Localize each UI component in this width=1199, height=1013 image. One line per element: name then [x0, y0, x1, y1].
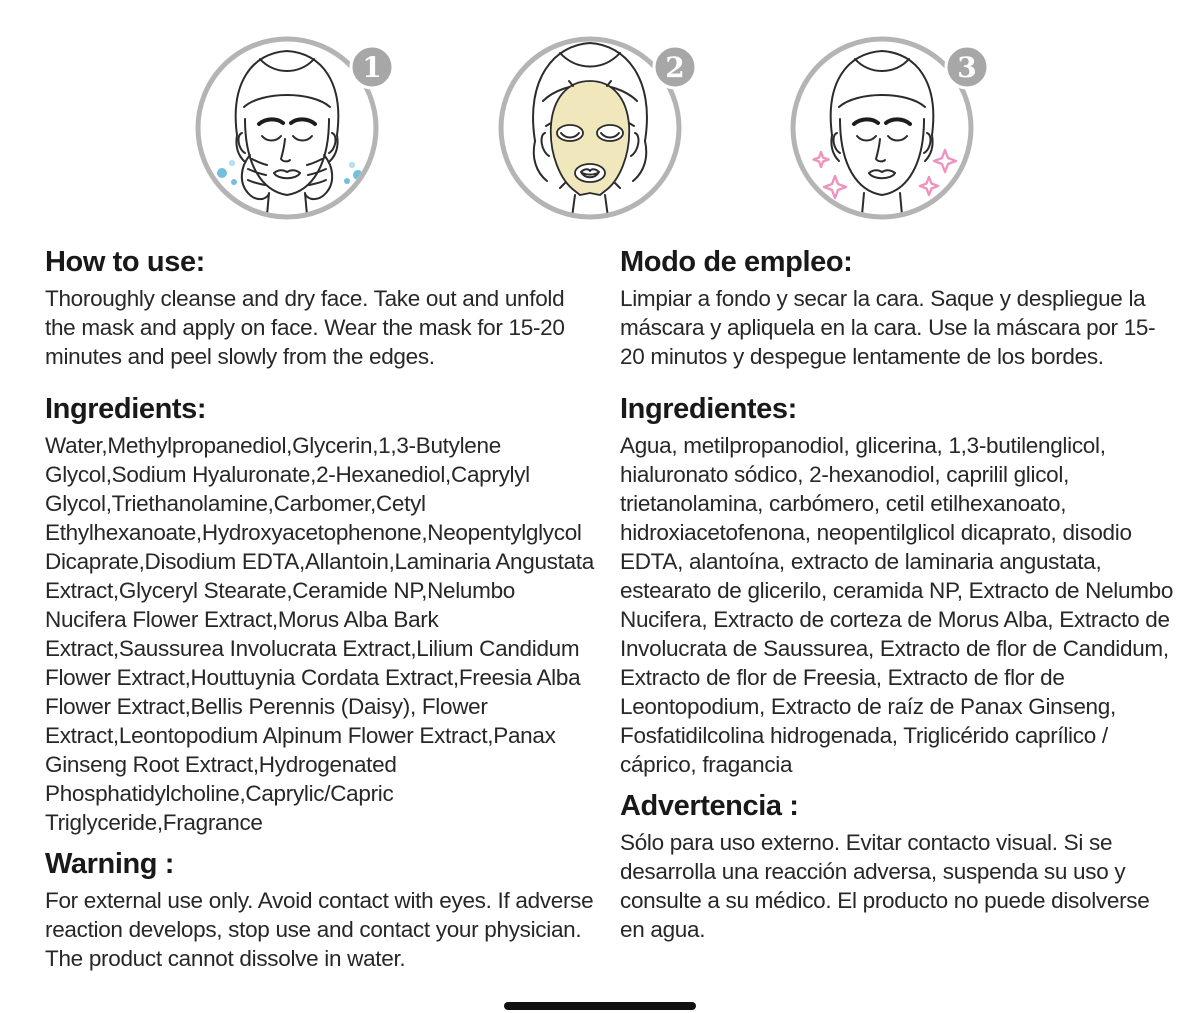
step-circle	[793, 39, 971, 217]
warning-body-es: Sólo para uso externo. Evitar contacto visual. Si se desarrolla una reacción adversa, suspenda su uso y consulte a su médico. El producto no puede disolverse en agua.	[620, 830, 1150, 942]
home-indicator-bar	[504, 1002, 696, 1010]
ingredients-body-en: Water,Methylpropanediol,Glycerin,1,3-Butylene Glycol,Sodium Hyaluronate,2-Hexanediol,Caprylyl Glycol,Triethanolamine,Carbomer,Cetyl Ethylhexanoate,Hydroxyacetophenone,Neopentylglycol Dicaprate,Disodium EDTA,Allantoin,Laminaria Angustata Extract,Glyceryl Stearate,Ceramide NP,Nelumbo Nucifera Flower Extract,Morus Alba Bark Extract,Saussurea Involucrata Extract,Lilium Candidum Flower Extract,Houttuynia Cordata Extract,Freesia Alba Flower Extract,Bellis Perennis (Daisy), Flower Extract,Leontopodium Alpinum Flower Extract,Panax Ginseng Root Extract,Hydrogenated Phosphatidylcholine,Caprylic/Capric Triglyceride,Fragrance	[45, 433, 594, 835]
ingredients-section-en	[45, 392, 595, 837]
english-column	[45, 245, 595, 973]
how-to-use-section-en	[45, 245, 595, 371]
ingredients-section-es	[620, 392, 1177, 779]
warning-section-es	[620, 789, 1177, 944]
step-number: 3	[957, 51, 977, 84]
step-1-illustration	[182, 23, 422, 233]
step-2-illustration	[485, 23, 725, 233]
how-to-use-body-en: Thoroughly cleanse and dry face. Take out and unfold the mask and apply on face. Wear the mask for 15-20 minutes and peel slowly from the edges.	[45, 286, 565, 369]
cleanse-face-icon	[182, 23, 422, 233]
how-to-use-body-es: Limpiar a fondo y secar la cara. Saque y despliegue la máscara y apliquela en la cara. Use la máscara por 15-20 minutos y despegue lentamente de los bordes.	[620, 286, 1156, 369]
how-to-use-heading-en: How to use:	[45, 246, 205, 278]
warning-heading-en: Warning :	[45, 848, 175, 880]
how-to-use-section-es	[620, 245, 1177, 371]
step-number: 2	[665, 51, 685, 84]
sheet-mask-face-icon	[485, 23, 725, 233]
spanish-column	[620, 245, 1177, 944]
how-to-use-heading-es: Modo de empleo:	[620, 246, 853, 278]
ingredients-heading-en: Ingredients:	[45, 393, 207, 425]
glowing-face-icon	[777, 23, 1017, 233]
step-number: 1	[362, 51, 382, 84]
ingredients-heading-es: Ingredientes:	[620, 393, 797, 425]
warning-heading-es: Advertencia :	[620, 790, 799, 822]
ingredients-body-es: Agua, metilpropanodiol, glicerina, 1,3-butilenglicol, hialuronato sódico, 2-hexanodiol, caprilil glicol, trietanolamina, carbómero, cetil etilhexanoato, hidroxiacetofenona, neopentilglicol dicaprato, disodio EDTA, alantoína, extracto de laminaria angustata, estearato de glicerilo, ceramida NP, Extracto de Nelumbo Nucifera, Extracto de corteza de Morus Alba, Extracto de Involucrata de Saussurea, Extracto de flor de Candidum, Extracto de flor de Freesia, Extracto de flor de Leontopodium, Extracto de raíz de Panax Ginseng, Fosfatidilcolina hidrogenada, Triglicérido caprílico / cáprico, fragancia	[620, 433, 1174, 777]
warning-section-en	[45, 847, 595, 973]
step-3-illustration	[777, 23, 1017, 233]
warning-body-en: For external use only. Avoid contact with eyes. If adverse reaction develops, stop use and contact your physician. The product cannot dissolve in water.	[45, 888, 594, 971]
step-circle	[198, 39, 376, 217]
